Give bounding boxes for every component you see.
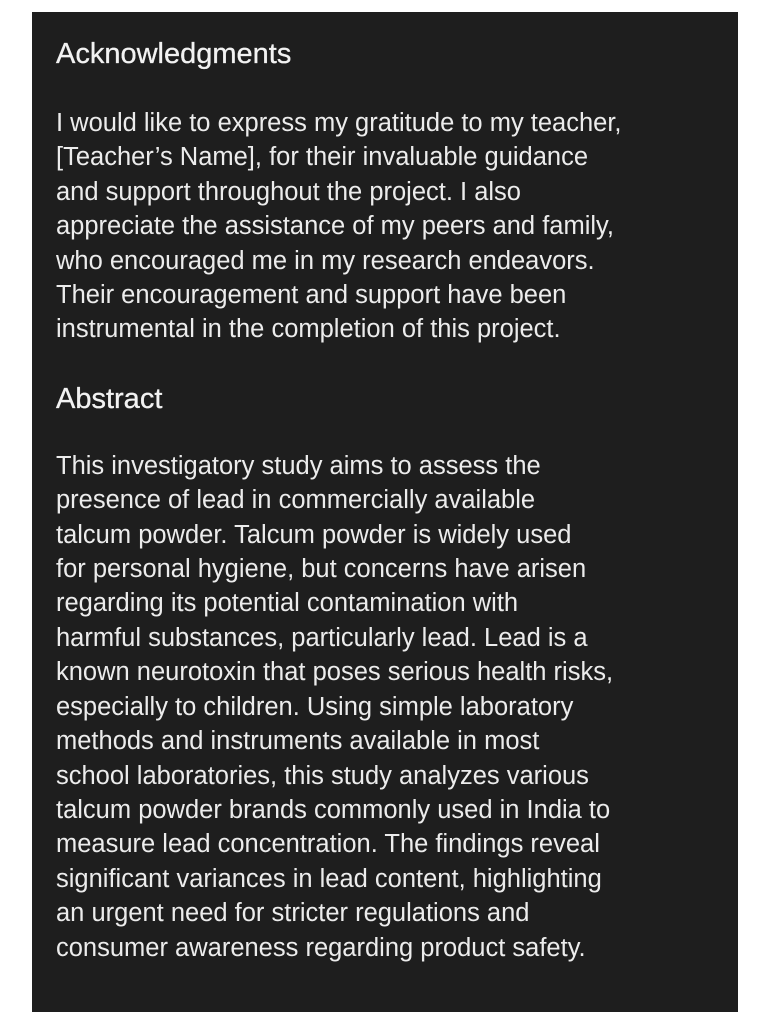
abstract-line: for personal hygiene, but concerns have arisen (56, 555, 587, 584)
abstract-heading: Abstract (56, 382, 163, 415)
abstract-line: measure lead concentration. The findings reveal (56, 830, 600, 859)
acknowledgments-line: instrumental in the completion of this project. (56, 315, 561, 344)
abstract-line: This investigatory study aims to assess the (56, 451, 541, 480)
acknowledgments-line: who encouraged me in my research endeavors. (56, 246, 595, 275)
abstract-line: harmful substances, particularly lead. Lead is a (56, 623, 588, 652)
acknowledgments-line: I would like to express my gratitude to my teacher, (56, 109, 622, 137)
acknowledgments-line: appreciate the assistance of my peers and family, (56, 212, 614, 241)
abstract-line: methods and instruments available in most (56, 727, 540, 756)
abstract-line: known neurotoxin that poses serious health risks, (56, 658, 614, 687)
abstract-line: an urgent need for stricter regulations and (56, 899, 530, 928)
abstract-line: consumer awareness regarding product safety. (56, 933, 586, 962)
abstract-line: school laboratories, this study analyzes various (56, 761, 589, 790)
abstract-line: talcum powder brands commonly used in India to (56, 795, 611, 824)
abstract-line: presence of lead in commercially available (56, 486, 536, 515)
abstract-paragraph (56, 449, 738, 965)
abstract-line: significant variances in lead content, highlighting (56, 864, 602, 893)
acknowledgments-line: [Teacher’s Name], for their invaluable guidance (56, 143, 589, 172)
acknowledgments-line: Their encouragement and support have been (56, 281, 567, 310)
abstract-line: especially to children. Using simple laboratory (56, 692, 574, 721)
acknowledgments-heading: Acknowledgments (56, 38, 292, 70)
abstract-line: talcum powder. Talcum powder is widely used (56, 520, 572, 549)
document-page (32, 12, 738, 1012)
acknowledgments-paragraph (56, 106, 738, 347)
abstract-line: regarding its potential contamination with (56, 589, 519, 618)
acknowledgments-line: and support throughout the project. I also (56, 177, 521, 206)
